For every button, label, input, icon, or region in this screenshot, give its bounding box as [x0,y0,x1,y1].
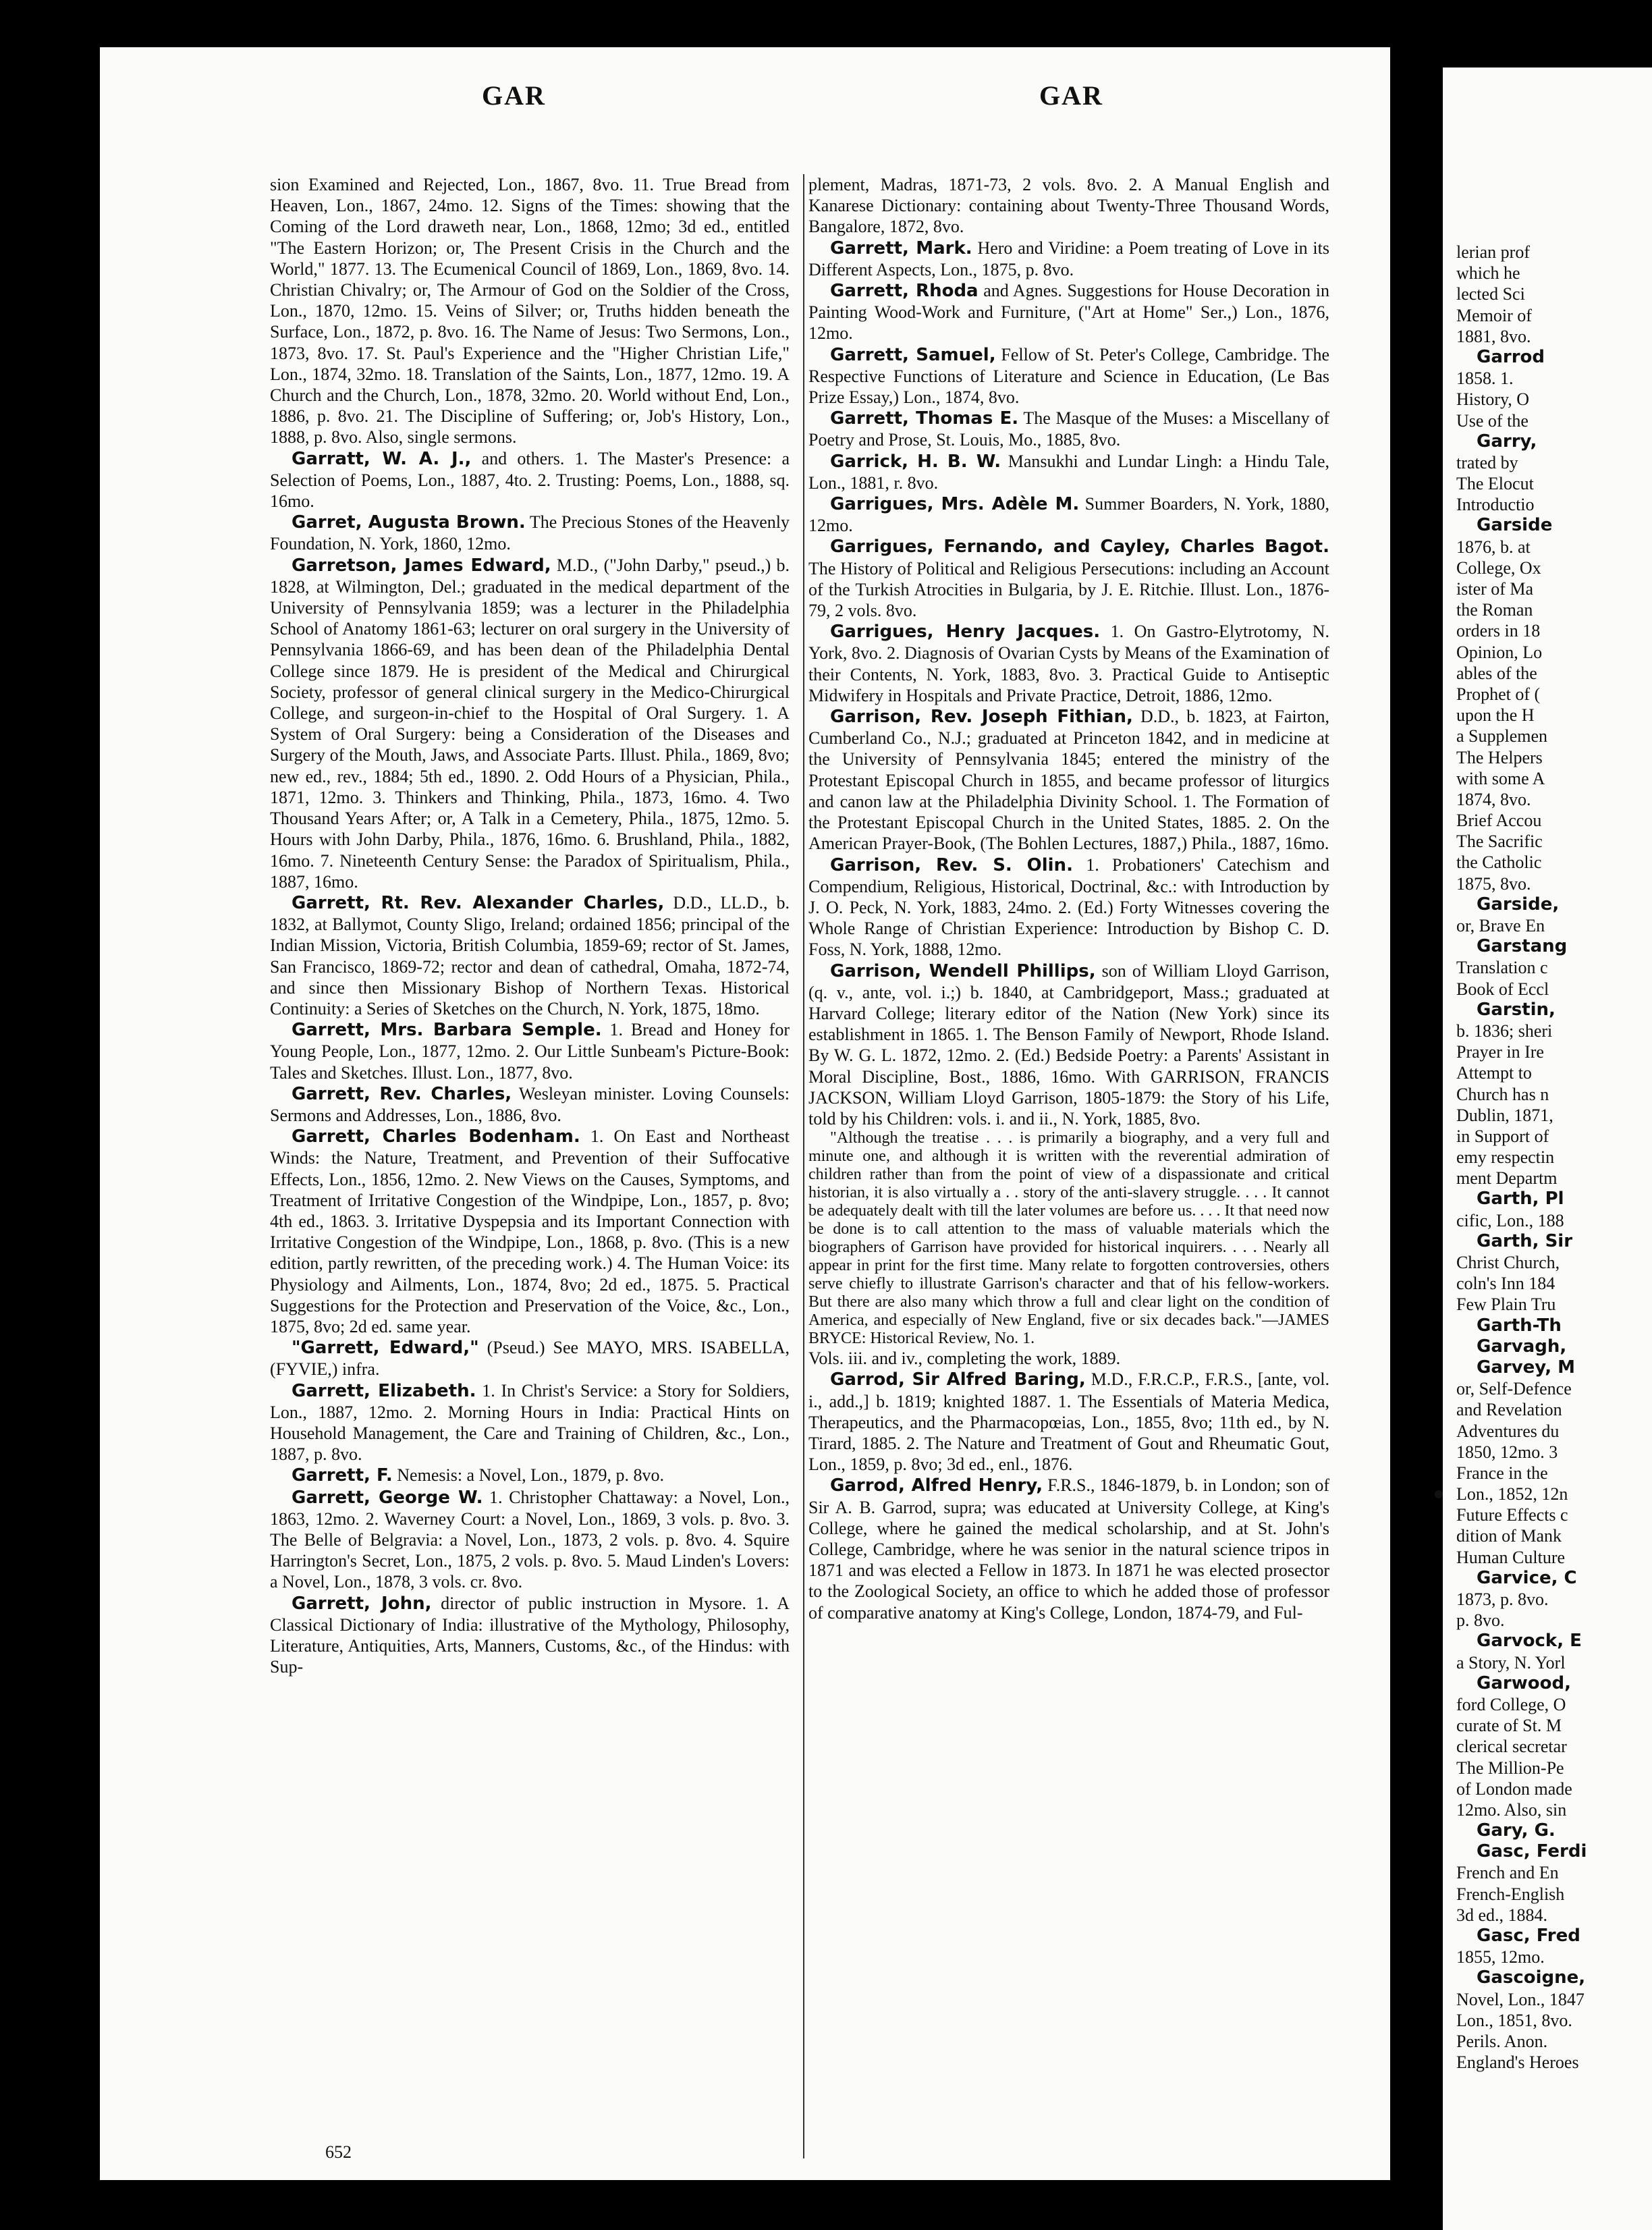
entry-headword: Garrison, Rev. S. Olin. [830,854,1073,875]
right-page-line: Gasc, Ferdi [1477,1841,1587,1862]
entry-text: Summer Boarders, N. York, 1880, 12mo. [808,494,1329,536]
right-page-line: Novel, Lon., 1847 [1456,1989,1585,2009]
right-page-line: the Roman [1456,600,1533,620]
right-page-line: ables of the [1456,663,1537,683]
margin-dot [1435,1490,1443,1498]
entry-text: M.D., ("John Darby," pseud.,) b. 1828, at Wilmington, Del.; graduated in the medical department of the University of Pennsylvania 1859; was a lecturer in the Philadelphia School of Anatomy 1861-63; lecturer on oral surgery in the University of Pennsylvania 1866-69, and has been dean of the Philadelphia Dental College since 1879. He is president of the Medical and Chirurgical Society, professor of general clinical surgery in the Medico-Chirurgical College, and surgeon-in-chief to the Hospital of Oral Surgery. 1. A System of Oral Surgery: being a Consideration of the Diseases and Surgery of the Mouth, Jaws, and Associate Parts. Illust. Phila., 1869, 8vo; new ed., rev., 1884; 5th ed., 1890. 2. Odd Hours of a Physician, Phila., 1871, 12mo. 3. Thinkers and Thinking, Phila., 1873, 16mo. 4. Two Thousand Years After; or, A Talk in a Cemetery, Phila., 1875, 12mo. 5. Hours with John Darby, Phila., 1876, 16mo. 6. Brushland, Phila., 1882, 16mo. 7. Nineteenth Century Sense: the Paradox of Spiritualism, Phila., 1887, 16mo. [270,555,790,892]
entry-headword: Garrod, Sir Alfred Baring, [830,1369,1086,1390]
right-page-line: Garvice, C [1477,1567,1577,1588]
dictionary-entry [808,706,1329,854]
right-page-line: 3d ed., 1884. [1456,1905,1548,1925]
entry-headword: Garrison, Rev. Joseph Fithian, [830,707,1133,728]
right-page-line: of London made [1456,1778,1572,1799]
right-page-line: the Catholic [1456,852,1542,873]
dictionary-entry [808,451,1329,493]
right-page-line: Gascoigne, [1477,1967,1586,1988]
entry-headword: Garrett, Rev. Charles, [292,1083,512,1104]
right-page-line: clerical secretar [1456,1737,1567,1757]
column-divider [803,174,804,2158]
right-page-line: France in the [1456,1463,1548,1483]
left-column [270,174,790,1677]
right-page-line: The Elocut [1456,474,1534,494]
running-head-left: GAR [482,80,546,111]
entry-text: Hero and Viridine: a Poem treating of Love in its Different Aspects, Lon., 1875, p. 8vo. [808,238,1329,279]
right-page-column [1456,242,1652,2073]
right-page-line: a Story, N. Yorl [1456,1652,1566,1672]
right-page-line: Translation c [1456,958,1548,978]
right-page-line: lected Sci [1456,284,1525,304]
entry-text: Wesleyan minister. Loving Counsels: Sermons and Addresses, Lon., 1886, 8vo. [270,1083,790,1125]
right-page-fragment [1443,67,1652,2230]
dictionary-entry [808,1475,1329,1623]
dictionary-entry [270,555,790,892]
right-page-line: 12mo. Also, sin [1456,1799,1567,1820]
right-page-line: trated by [1456,452,1518,472]
entry-text: sion Examined and Rejected, Lon., 1867, 8vo. 11. True Bread from Heaven, Lon., 1867, 24mo. 12. Signs of the Times: showing that the Coming of the Lord draweth near, Lon., 1868, 12mo; 3d ed., entitled "The Eastern Horizon; or, The Present Crisis in the Church and the World," 1877. 13. The Ecumenical Council of 1869, Lon., 1869, 8vo. 14. Christian Chivalry; or, The Armour of God on the Soldier of the Cross, Lon., 1870, 12mo. 15. Veins of Silver; or, Truths hidden beneath the Surface, Lon., 1872, p. 8vo. 16. The Name of Jesus: Two Sermons, Lon., 1873, 8vo. 17. St. Paul's Experience and the "Higher Christian Life," Lon., 1874, 32mo. 18. Translation of the Saints, Lon., 1877, 12mo. 19. A Church and the Church, Lon., 1878, 32mo. 20. World without End, Lon., 1886, p. 8vo. 21. The Discipline of Suffering; or, Job's History, Lon., 1888, p. 8vo. Also, single sermons. [270,175,790,447]
right-column [808,174,1329,1623]
right-page-line: 1850, 12mo. 3 [1456,1442,1558,1462]
right-page-line: a Supplemen [1456,726,1548,746]
right-page-line: dition of Mank [1456,1526,1562,1546]
entry-text: D.D., LL.D., b. 1832, at Ballymot, County Sligo, Ireland; ordained 1856; principal of the Indian Mission, Victoria, British Columbia, 1859-69; rector of St. James, San Francisco, 1869-72; rector and dean of cathedral, Omaha, 1872-74, and since then Missionary Bishop of Northern Texas. Historical Continuity: a Series of Sketches on the Church, N. York, 1875, 18mo. [270,892,790,1018]
right-page-line: 1876, b. at [1456,537,1531,557]
right-page-line: ment Departm [1456,1168,1558,1189]
right-page-line: Church has n [1456,1084,1549,1104]
right-page-line: p. 8vo. [1456,1610,1505,1631]
right-page-line: orders in 18 [1456,621,1541,641]
dictionary-entry [808,493,1329,536]
entry-headword: Garrison, Wendell Phillips, [830,960,1096,981]
entry-headword: Garrett, Rhoda [830,281,979,302]
dictionary-entry [270,1593,790,1678]
right-page-line: Gasc, Fred [1477,1926,1580,1946]
entry-headword: Garrett, Charles Bodenham. [292,1126,580,1147]
dictionary-entry [808,621,1329,706]
right-page-line: Garside [1477,515,1553,536]
right-page-line: Christ Church, [1456,1253,1560,1272]
entry-text: The History of Political and Religious Persecutions: including an Account of the Turkish Atrocities in Bulgaria, by J. E. Ritchie. Illust. Lon., 1876-79, 2 vols. 8vo. [808,558,1329,621]
right-page-line: or, Self-Defence [1456,1379,1572,1399]
right-page-line: College, Ox [1456,558,1541,578]
right-page-line: Lon., 1852, 12n [1456,1484,1568,1504]
right-page-line: Future Effects c [1456,1505,1568,1525]
block-quote: "Although the treatise . . . is primarily a biography, and a very full and minute one, and although it is written with the reverential admiration of children rather than from the point of view of a dispassionate and critical historian, it is also virtually a . . story of the anti-slavery struggle. . . . It cannot be adequately dealt with till the later volumes are before us. . . . It that need now be done is to call attention to the mass of valuable materials which the biographers of Garrison have provided for historical inquirers. . . . Nearly all appear in print for the first time. Many relate to forgotten controversies, others serve chiefly to illustrate Garrison's character and that of his fellow-workers. But there are also many which throw a full and clear light on the condition of America, and especially of New England, five or six decades back."—JAMES BRYCE: Historical Review, No. 1. [808,1129,1329,1348]
entry-headword: Garrett, Mrs. Barbara Semple. [292,1020,602,1041]
right-page-line: Memoir of [1456,305,1532,325]
right-page-line: in Support of [1456,1126,1549,1146]
entry-headword: Garrett, Mark. [830,238,972,259]
entry-text: 1. In Christ's Service: a Story for Soldiers, Lon., 1887, 12mo. 2. Morning Hours in India: Practical Hints on Household Management, the Care and Training of Children, &c., Lon., 1887, p. 8vo. [270,1380,790,1465]
dictionary-entry [808,1348,1329,1369]
dictionary-entry [270,1465,790,1486]
right-page-line: Lon., 1851, 8vo. [1456,2010,1572,2030]
right-page-line: The Sacrific [1456,832,1543,852]
dictionary-entry [270,1126,790,1337]
right-page-line: Attempt to [1456,1063,1532,1083]
right-page-line: Introductio [1456,495,1535,515]
entry-text: F.R.S., 1846-1879, b. in London; son of Sir A. B. Garrod, supra; was educated at University College, at King's College, where he gained the medical scholarship, and at St. John's College, Cambridge, where he was senior in the natural science tripos in 1871 and was elected a Fellow in 1873. In 1871 he was elected prosector to the Zoological Society, an office to which he added those of professor of comparative anatomy at King's College, London, 1874-79, and Ful- [808,1475,1329,1623]
right-page-line: Garstin, [1477,999,1555,1020]
entry-headword: Garrick, H. B. W. [830,451,1001,472]
dictionary-entry [270,1019,790,1083]
entry-text: 1. On East and Northeast Winds: the Nature, Treatment, and Prevention of their Suffocative Effects, Lon., 1856, 12mo. 2. New Views on the Causes, Symptoms, and Treatment of Irritative Congestion of the Windpipe, Lon., 1857, p. 8vo; 4th ed., 1863. 3. Irritative Dyspepsia and its Important Connection with Irritative Congestion of the Windpipe, Lon., 1868, p. 8vo. (This is a new edition, partly rewritten, of the preceding work.) 4. The Human Voice: its Physiology and Ailments, Lon., 1874, 8vo; 2d ed., 1875. 5. Practical Suggestions for the Protection and Preservation of the Voice, &c., Lon., 1875, 8vo; 2d ed. same year. [270,1126,790,1336]
right-page-line: ford College, O [1456,1694,1566,1714]
entry-headword: Garrigues, Henry Jacques. [830,622,1101,643]
right-page-line: England's Heroes [1456,2052,1579,2073]
entry-headword: Garrigues, Fernando, and Cayley, Charles Bagot. [830,537,1329,558]
entry-text: and others. 1. The Master's Presence: a Selection of Poems, Lon., 1887, 4to. 2. Trusting: Poems, Lon., 1888, sq. 16mo. [270,448,790,512]
entry-headword: Garrett, F. [292,1465,393,1486]
dictionary-entry [270,1487,790,1593]
dictionary-entry [270,448,790,512]
entry-headword: Garrett, Elizabeth. [292,1380,476,1401]
right-page-line: Use of the [1456,410,1529,431]
dictionary-entry [808,854,1329,960]
right-page-line: or, Brave En [1456,916,1545,935]
right-page-line: Prophet of ( [1456,684,1541,704]
right-page-line: Garside, [1477,894,1560,915]
entry-text: Vols. iii. and iv., completing the work, 1889. [808,1349,1121,1369]
right-page-line: which he [1456,263,1520,283]
right-page-line: coln's Inn 184 [1456,1274,1555,1294]
right-page-line: Perils. Anon. [1456,2031,1548,2051]
dictionary-entry [808,960,1329,1130]
dictionary-entry [808,1369,1329,1475]
right-page-line: French-English [1456,1884,1565,1904]
right-page-line: Garth, Pl [1477,1189,1564,1209]
entry-text: Fellow of St. Peter's College, Cambridge. The Respective Functions of Literature and Science in Education, (Le Bas Prize Essay,) Lon., 1874, 8vo. [808,344,1329,408]
right-page-line: The Helpers [1456,747,1543,767]
right-page-line: upon the H [1456,705,1535,726]
right-page-line: Garvock, E [1477,1631,1582,1652]
entry-headword: Garrigues, Mrs. Adèle M. [830,494,1080,515]
dictionary-entry [270,1083,790,1126]
entry-text: Mansukhi and Lundar Lingh: a Hindu Tale, Lon., 1881, r. 8vo. [808,451,1330,493]
entry-headword: Garrett, John, [292,1593,432,1614]
right-page-line: 1881, 8vo. [1456,326,1531,346]
right-page-line: Garth, Sir [1477,1230,1573,1251]
dictionary-entry [808,536,1329,621]
right-page-line: French and En [1456,1863,1559,1883]
right-page-line: 1874, 8vo. [1456,789,1531,809]
right-page-line: History, O [1456,389,1530,410]
entry-text: 1. Bread and Honey for Young People, Lon., 1877, 12mo. 2. Our Little Sunbeam's Picture-Book: Tales and Sketches. Illust. Lon., 1877, 8vo. [270,1020,790,1083]
right-page-line: Garvagh, [1477,1336,1567,1357]
right-page-line: and Revelation [1456,1400,1562,1420]
right-page-line: 1858. 1. [1456,369,1514,389]
right-page-line: Brief Accou [1456,811,1542,831]
entry-text: son of William Lloyd Garrison, (q. v., ante, vol. i.;) b. 1840, at Cambridgeport, Mass.; graduated at Harvard College; literary editor of the Nation (New York) since its establishment in 1865. 1. The Benson Family of Newport, Rhode Island. By W. G. L. 1872, 12mo. 2. (Ed.) Bedside Poetry: a Parents' Assistant in Moral Discipline, Bost., 1886, 16mo. With GARRISON, FRANCIS JACKSON, William Lloyd Garrison, 1805-1879: the Story of his Life, told by his Children: vols. i. and ii., N. York, 1885, 8vo. [808,960,1330,1128]
entry-headword: Garrod, Alfred Henry, [830,1475,1043,1496]
entry-text: M.D., F.R.C.P., F.R.S., [ante, vol. i., add.,] b. 1819; knighted 1887. 1. The Essentials of Materia Medica, Therapeutics, and the Pharmacopœias, Lon., 1855, 8vo; 11th ed., by N. Tirard, 1885. 2. The Nature and Treatment of Gout and Rheumatic Gout, Lon., 1859, p. 8vo; 3d ed., enl., 1876. [808,1369,1329,1475]
entry-text: director of public instruction in Mysore. 1. A Classical Dictionary of India: illustrative of the Mythology, Philosophy, Literature, Antiquities, Arts, Manners, Customs, &c., of the Hindus: with Sup- [270,1593,790,1677]
dictionary-entry [270,1337,790,1380]
dictionary-entry [270,512,790,554]
entry-text: 1. Christopher Chattaway: a Novel, Lon., 1863, 12mo. 2. Waverney Court: a Novel, Lon., 1869, 3 vols. p. 8vo. 3. The Belle of Belgravia: a Novel, Lon., 1873, 2 vols. p. 8vo. 4. Squire Harrington's Secret, Lon., 1875, 2 vols. p. 8vo. 5. Maud Linden's Lovers: a Novel, Lon., 1878, 3 vols. cr. 8vo. [270,1487,790,1592]
right-page-line: b. 1836; sheri [1456,1021,1553,1041]
right-page-line: 1875, 8vo. [1456,873,1531,894]
dictionary-entry [808,280,1329,344]
dictionary-entry [270,174,790,448]
right-page-line: lerian prof [1456,242,1531,262]
entry-text: plement, Madras, 1871-73, 2 vols. 8vo. 2. A Manual English and Kanarese Dictionary: containing about Twenty-Three Thousand Words, Bangalore, 1872, 8vo. [808,175,1329,237]
entry-headword: Garretson, James Edward, [292,555,551,576]
right-page-line: Garrod [1477,346,1545,367]
dictionary-entry [270,892,790,1019]
entry-text: 1. On Gastro-Elytrotomy, N. York, 8vo. 2. Diagnosis of Ovarian Cysts by Means of the Examination of their Contents, N. York, 1883, 8vo. 3. Practical Guide to Antiseptic Midwifery in Hospitals and Private Practice, Detroit, 1886, 12mo. [808,622,1329,705]
entry-text: (Pseud.) See MAYO, MRS. ISABELLA, (FYVIE,) infra. [270,1338,790,1380]
right-page-line: Opinion, Lo [1456,642,1543,662]
right-page-line: curate of St. M [1456,1716,1562,1736]
right-page-line: cific, Lon., 188 [1456,1210,1564,1230]
entry-headword: Garrett, George W. [292,1487,483,1508]
running-head-right: GAR [1039,80,1103,111]
right-page-line: Dublin, 1871, [1456,1105,1553,1125]
entry-headword: Garrett, Rt. Rev. Alexander Charles, [292,892,665,913]
right-page-line: Garwood, [1477,1672,1571,1693]
right-page-line: Human Culture [1456,1547,1566,1567]
entry-headword: Garrett, Samuel, [830,344,996,365]
dictionary-entry [808,174,1329,238]
right-page-line: Adventures du [1456,1421,1560,1441]
right-page-line: Garstang [1477,936,1568,957]
right-page-line: ister of Ma [1456,579,1534,599]
entry-text: The Precious Stones of the Heavenly Foundation, N. York, 1860, 12mo. [270,512,790,554]
dictionary-entry [808,408,1329,450]
right-page-line: Garth-Th [1477,1315,1562,1336]
entry-text: The Masque of the Muses: a Miscellany of Poetry and Prose, St. Louis, Mo., 1885, 8vo. [808,408,1329,450]
right-page-line: Garvey, M [1477,1357,1576,1378]
entry-headword: Garret, Augusta Brown. [292,512,526,533]
page-number: 652 [325,2142,352,2162]
right-page-line: Few Plain Tru [1456,1295,1556,1315]
right-page-line: Gary, G. [1477,1820,1555,1841]
right-page-line: The Million-Pe [1456,1758,1564,1778]
right-page-line: Prayer in Ire [1456,1042,1544,1062]
entry-text: D.D., b. 1823, at Fairton, Cumberland Co., N.J.; graduated at Princeton 1842, and in medicine at the University of Pennsylvania 1845; entered the ministry of the Protestant Episcopal Church in 1855, and became professor of liturgics and canon law at the Philadelphia Divinity School. 1. The Formation of the Protestant Episcopal Church in the United States, 1885. 2. On the American Prayer-Book, (The Bohlen Lectures, 1887,) Phila., 1887, 16mo. [808,707,1329,854]
right-page-line: emy respectin [1456,1147,1555,1168]
entry-text: and Agnes. Suggestions for House Decoration in Painting Wood-Work and Furniture, ("Art at Home" Ser.,) Lon., 1876, 12mo. [808,281,1330,344]
right-page-line: Book of Eccl [1456,979,1549,999]
right-page-line: Garry, [1477,431,1537,452]
right-page-line: 1855, 12mo. [1456,1947,1545,1967]
dictionary-entry [808,238,1329,280]
entry-text: 1. Probationers' Catechism and Compendium, Religious, Historical, Doctrinal, &c.: with Introduction by J. O. Peck, N. York, 1883, 24mo. 2. (Ed.) Forty Witnesses covering the Whole Range of Christian Experience: Introduction by Bishop C. D. Foss, N. York, 1888, 12mo. [808,854,1329,960]
entry-headword: Garratt, W. A. J., [292,448,472,469]
entry-headword: Garrett, Thomas E. [830,408,1019,429]
dictionary-entry [808,344,1329,408]
entry-headword: "Garrett, Edward," [292,1338,479,1359]
right-page-line: 1873, p. 8vo. [1456,1589,1549,1609]
right-page-line: with some A [1456,768,1545,788]
dictionary-entry [270,1380,790,1465]
entry-text: Nemesis: a Novel, Lon., 1879, p. 8vo. [392,1465,665,1486]
